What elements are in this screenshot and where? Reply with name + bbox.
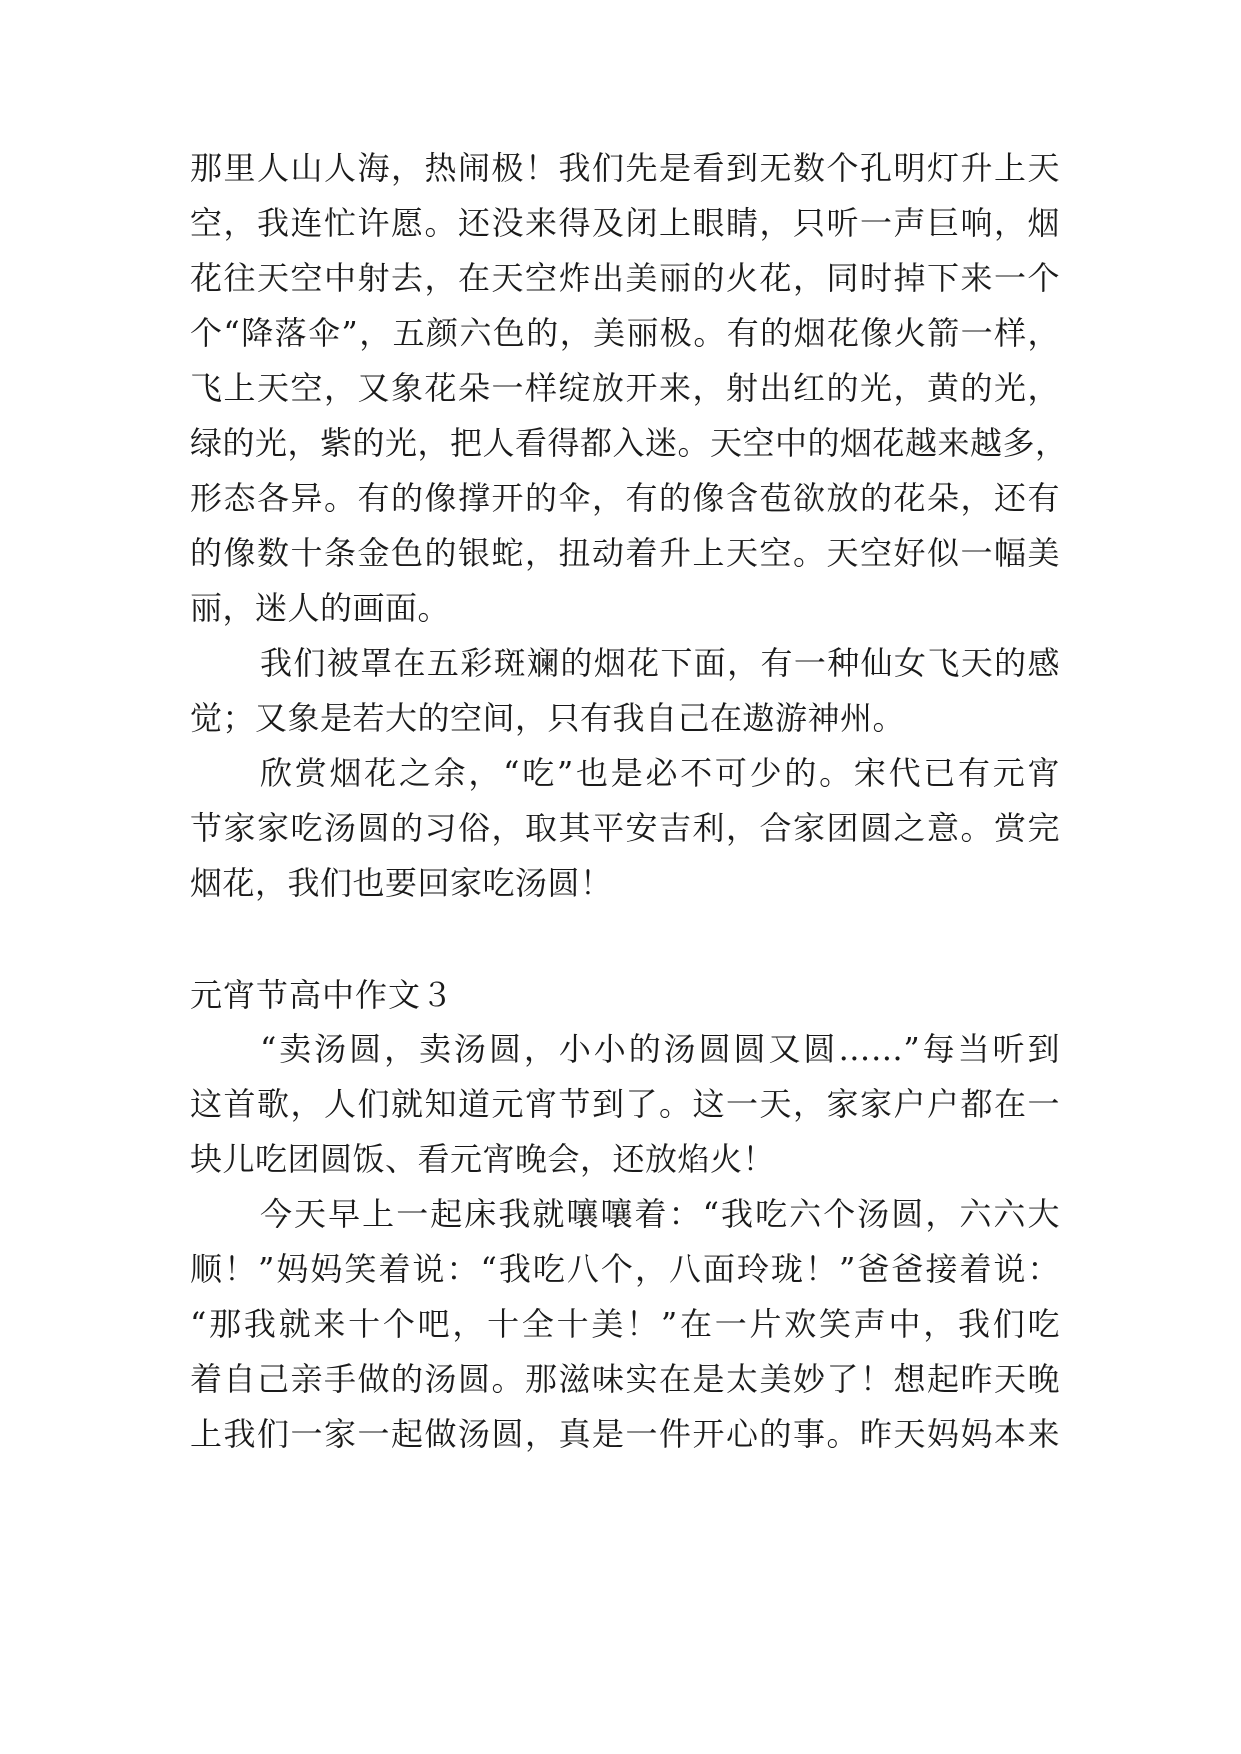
paragraph-line: 形态各异。有的像撑开的伞，有的像含苞欲放的花朵，还有 [190,479,1060,517]
document-page [190,0,1068,1754]
paragraph-line: 上我们一家一起做汤圆，真是一件开心的事。昨天妈妈本来 [190,1415,1060,1453]
paragraph-line: 着自己亲手做的汤圆。那滋味实在是太美妙了！想起昨天晚 [190,1360,1060,1398]
paragraph-line: 那里人山人海，热闹极！我们先是看到无数个孔明灯升上天 [190,149,1060,187]
paragraph-line: “那我就来十个吧，十全十美！”在一片欢笑声中，我们吃 [190,1305,1060,1343]
paragraph-first-line: 欣赏烟花之余，“吃”也是必不可少的。宋代已有元宵 [260,754,1060,792]
paragraph-line: 花往天空中射去，在天空炸出美丽的火花，同时掉下来一个 [190,259,1060,297]
paragraph-line: 绿的光，紫的光，把人看得都入迷。天空中的烟花越来越多， [190,424,1068,462]
paragraph-line: 觉；又象是若大的空间，只有我自己在遨游神州。 [190,699,906,737]
paragraph-first-line: 我们被罩在五彩斑斓的烟花下面，有一种仙女飞天的感 [260,644,1060,682]
paragraph-line: 这首歌，人们就知道元宵节到了。这一天，家家户户都在一 [190,1085,1060,1123]
paragraph-first-line: 今天早上一起床我就嚷嚷着：“我吃六个汤圆，六六大 [260,1195,1060,1233]
section-heading: 元宵节高中作文３ [190,976,455,1014]
paragraph-line: 顺！”妈妈笑着说：“我吃八个，八面玲珑！”爸爸接着说： [190,1250,1060,1288]
paragraph-line: 节家家吃汤圆的习俗，取其平安吉利，合家团圆之意。赏完 [190,809,1060,847]
paragraph-line: 的像数十条金色的银蛇，扭动着升上天空。天空好似一幅美 [190,534,1060,572]
paragraph-line: 飞上天空，又象花朵一样绽放开来，射出红的光，黄的光， [190,369,1060,407]
paragraph-line: 空，我连忙许愿。还没来得及闭上眼睛，只听一声巨响，烟 [190,204,1060,242]
paragraph-first-line: “卖汤圆，卖汤圆，小小的汤圆圆又圆……”每当听到 [260,1030,1060,1068]
paragraph-line: 丽，迷人的画面。 [190,589,451,627]
paragraph-line: 个“降落伞”，五颜六色的，美丽极。有的烟花像火箭一样， [190,314,1060,352]
paragraph-line: 烟花，我们也要回家吃汤圆！ [190,864,613,902]
paragraph-line: 块儿吃团圆饭、看元宵晚会，还放焰火！ [190,1140,776,1178]
